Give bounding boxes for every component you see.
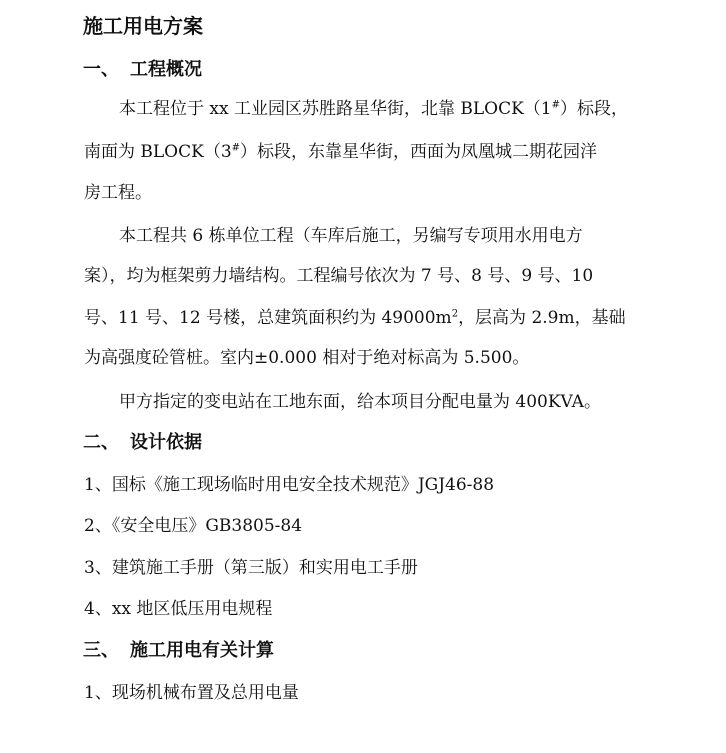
- superscript-mark: #: [551, 99, 561, 111]
- paragraph-3-line-1: 甲方指定的变电站在工地东面，给本项目分配电量为 400KVA。: [119, 392, 601, 412]
- paragraph-2-line-4: 为高强度砼管桩。室内±0.000 相对于绝对标高为 5.500。: [84, 348, 530, 368]
- paragraph-1-line-3: 房工程。: [84, 183, 152, 203]
- list-item-2-4: 4、xx 地区低压用电规程: [84, 599, 273, 619]
- section-1-number: 一、: [83, 59, 119, 80]
- paragraph-1-line-1: 本工程位于 xx 工业园区苏胜路星华街，北靠 BLOCK（1#）标段，: [119, 99, 629, 119]
- section-3-heading: [83, 638, 274, 664]
- paragraph-1-line-2: 南面为 BLOCK（3#）标段，东靠星华街，西面为凤凰城二期花园洋: [84, 142, 598, 162]
- list-item-2-1: 1、国标《施工现场临时用电安全技术规范》JGJ46-88: [84, 475, 495, 495]
- list-item-2-2: 2、《安全电压》GB3805-84: [84, 516, 303, 536]
- section-2-heading: [83, 430, 202, 456]
- section-1-heading: [83, 57, 202, 83]
- superscript-mark: #: [231, 142, 241, 154]
- section-1-title: 工程概况: [130, 59, 202, 80]
- list-item-2-3: 3、建筑施工手册（第三版）和实用电工手册: [84, 558, 418, 578]
- paragraph-2-line-2: 案），均为框架剪力墙结构。工程编号依次为 7 号、8 号、9 号、10: [84, 266, 594, 286]
- paragraph-2-line-3: 号、11 号、12 号楼，总建筑面积约为 $49000m^2$，层高为 2.9m，基础: [84, 308, 626, 328]
- superscript-mark: 2: [451, 308, 459, 320]
- section-2-title: 设计依据: [130, 432, 202, 453]
- section-3-title: 施工用电有关计算: [130, 640, 274, 661]
- list-item-3-1: 1、现场机械布置及总用电量: [84, 683, 299, 703]
- paragraph-2-line-1: 本工程共 6 栋单位工程（车库后施工，另编写专项用水用电方: [119, 226, 583, 246]
- section-3-number: 三、: [83, 640, 119, 661]
- section-2-number: 二、: [83, 432, 119, 453]
- document-title: 施工用电方案: [83, 14, 203, 38]
